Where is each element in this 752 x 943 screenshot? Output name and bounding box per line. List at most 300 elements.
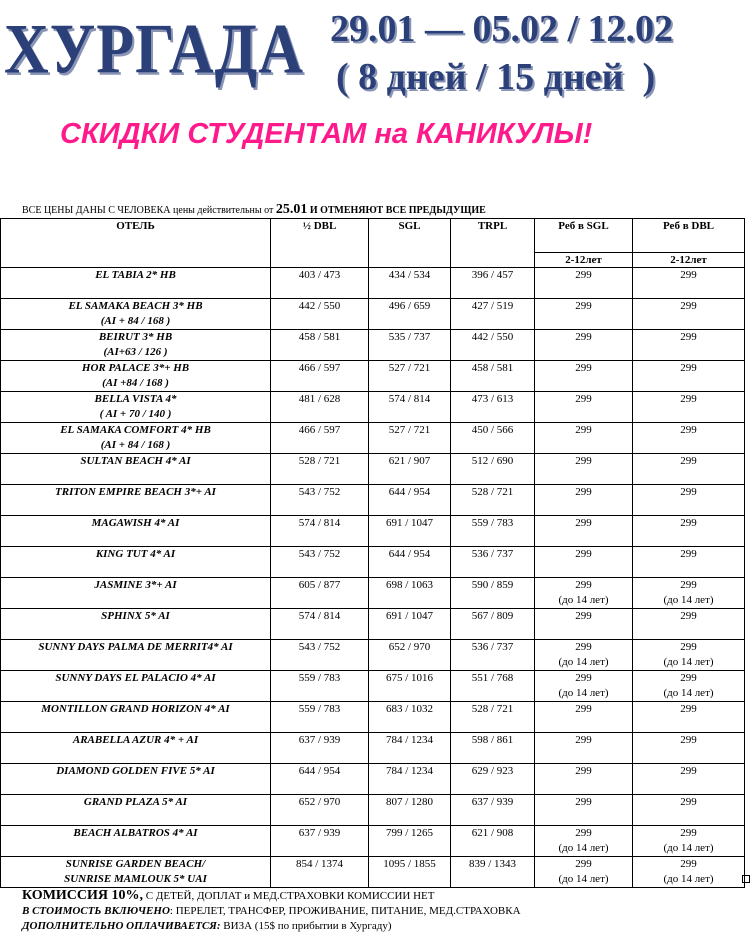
price-trpl-cell <box>451 826 535 857</box>
hotel-name-cell <box>1 578 271 609</box>
price-sgl-cell <box>369 547 451 578</box>
child-dbl-cell <box>633 795 745 826</box>
child-sgl-cell-value: 299 <box>575 672 592 684</box>
child-dbl-cell-value: 299 <box>680 455 697 467</box>
price-trpl-cell <box>451 609 535 640</box>
price-sgl-cell-value: 621 / 907 <box>388 455 431 467</box>
child-dbl-cell <box>633 547 745 578</box>
price-trpl-cell-value: 442 / 550 <box>471 331 514 343</box>
extra-value: ВИЗА (15$ по прибытии в Хургаду) <box>220 920 392 932</box>
price-sgl-cell <box>369 392 451 423</box>
child-sgl-cell-value: 299 <box>575 703 592 715</box>
price-trpl-cell-value: 629 / 923 <box>471 765 514 777</box>
price-sgl-cell-value: 675 / 1016 <box>385 672 434 684</box>
price-sgl-cell <box>369 361 451 392</box>
included-line <box>22 904 521 919</box>
hotel-name-cell <box>1 857 271 888</box>
child-sgl-cell-value: 299 <box>575 517 592 529</box>
city-title: ХУРГАДА <box>4 10 305 89</box>
price-dbl-cell <box>271 733 369 764</box>
tour-durations: ( 8 дней / 15 дней ) <box>336 56 656 98</box>
price-trpl-cell-value: 512 / 690 <box>471 455 514 467</box>
price-sgl-cell-value: 698 / 1063 <box>385 579 434 591</box>
child-sgl-cell <box>535 454 633 485</box>
table-row <box>1 547 745 578</box>
table-row <box>1 733 745 764</box>
hotel-name-cell <box>1 330 271 361</box>
footer <box>22 888 521 934</box>
price-dbl-cell-value: 442 / 550 <box>298 300 341 312</box>
commission-title: КОМИССИЯ 10%, <box>22 888 144 903</box>
price-trpl-cell-value: 427 / 519 <box>471 300 514 312</box>
hotel-name-cell <box>1 516 271 547</box>
price-trpl-cell-value: 450 / 566 <box>471 424 514 436</box>
col-header-age-dbl: 2-12лет <box>633 252 745 267</box>
price-trpl-cell-value: 396 / 457 <box>471 269 514 281</box>
child-sgl-cell <box>535 640 633 671</box>
price-note-prefix: ВСЕ ЦЕНЫ ДАНЫ С ЧЕЛОВЕКА цены действительны от <box>22 205 274 216</box>
child-sgl-cell-value: 299 <box>575 765 592 777</box>
hotel-name-cell <box>1 733 271 764</box>
price-sgl-cell <box>369 609 451 640</box>
price-dbl-cell-value: 543 / 752 <box>298 486 341 498</box>
child-sgl-cell <box>535 609 633 640</box>
price-table <box>0 218 745 888</box>
price-trpl-cell <box>451 702 535 733</box>
price-dbl-cell <box>271 609 369 640</box>
child-dbl-cell-note: (до 14 лет) <box>663 594 714 606</box>
price-trpl-cell <box>451 640 535 671</box>
price-dbl-cell <box>271 578 369 609</box>
price-sgl-cell-value: 527 / 721 <box>388 362 431 374</box>
table-row <box>1 330 745 361</box>
price-dbl-cell <box>271 423 369 454</box>
price-trpl-cell <box>451 547 535 578</box>
price-dbl-cell-value: 403 / 473 <box>298 269 341 281</box>
child-dbl-cell <box>633 671 745 702</box>
price-note-date: 25.01 <box>275 202 308 217</box>
child-sgl-cell-note: (до 14 лет) <box>558 842 609 854</box>
child-sgl-cell-value: 299 <box>575 300 592 312</box>
price-sgl-cell-value: 807 / 1280 <box>385 796 434 808</box>
price-trpl-cell <box>451 733 535 764</box>
price-sgl-cell-value: 535 / 737 <box>388 331 431 343</box>
price-sgl-cell <box>369 516 451 547</box>
price-trpl-cell-value: 621 / 908 <box>471 827 514 839</box>
price-sgl-cell-value: 683 / 1032 <box>385 703 434 715</box>
hotel-name-cell <box>1 454 271 485</box>
child-dbl-cell-value: 299 <box>680 424 697 436</box>
table-row <box>1 826 745 857</box>
price-trpl-cell <box>451 764 535 795</box>
price-trpl-cell-value: 528 / 721 <box>471 486 514 498</box>
price-sgl-cell <box>369 640 451 671</box>
hotel-name-cell-value: KING TUT 4* AI <box>95 548 176 560</box>
price-dbl-cell <box>271 516 369 547</box>
price-trpl-cell-value: 559 / 783 <box>471 517 514 529</box>
price-sgl-cell <box>369 733 451 764</box>
table-row <box>1 392 745 423</box>
child-sgl-cell <box>535 826 633 857</box>
child-sgl-cell-note: (до 14 лет) <box>558 687 609 699</box>
price-trpl-cell <box>451 330 535 361</box>
price-trpl-cell-value: 598 / 861 <box>471 734 514 746</box>
child-sgl-cell <box>535 485 633 516</box>
price-trpl-cell-value: 473 / 613 <box>471 393 514 405</box>
child-sgl-cell <box>535 671 633 702</box>
hotel-name-cell-value: EL SAMAKA BEACH 3* HB <box>68 300 203 312</box>
price-sgl-cell <box>369 857 451 888</box>
price-trpl-cell <box>451 485 535 516</box>
child-dbl-cell-value: 299 <box>680 486 697 498</box>
table-end-marker <box>742 875 750 883</box>
price-sgl-cell <box>369 299 451 330</box>
child-dbl-cell <box>633 485 745 516</box>
price-dbl-cell-value: 854 / 1374 <box>295 858 344 870</box>
table-row <box>1 857 745 888</box>
hotel-name-cell <box>1 826 271 857</box>
child-dbl-cell-value: 299 <box>680 734 697 746</box>
price-note-suffix: И ОТМЕНЯЮТ ВСЕ ПРЕДЫДУЩИЕ <box>309 205 486 216</box>
price-dbl-cell-value: 543 / 752 <box>298 548 341 560</box>
child-dbl-cell <box>633 516 745 547</box>
price-sgl-cell-value: 496 / 659 <box>388 300 431 312</box>
included-label: В СТОИМОСТЬ ВКЛЮЧЕНО <box>22 905 170 917</box>
col-header-age-sgl: 2-12лет <box>535 252 633 267</box>
child-sgl-cell <box>535 702 633 733</box>
child-sgl-cell-value: 299 <box>575 486 592 498</box>
price-sgl-cell <box>369 826 451 857</box>
price-dbl-cell-value: 528 / 721 <box>298 455 341 467</box>
table-row <box>1 454 745 485</box>
child-dbl-cell-value: 299 <box>680 362 697 374</box>
price-dbl-cell <box>271 330 369 361</box>
price-sgl-cell <box>369 795 451 826</box>
child-dbl-cell <box>633 640 745 671</box>
price-dbl-cell <box>271 764 369 795</box>
child-dbl-cell <box>633 268 745 299</box>
child-sgl-cell-value: 299 <box>575 455 592 467</box>
hotel-name-cell-note: (AI +84 / 168 ) <box>102 377 169 389</box>
price-trpl-cell-value: 458 / 581 <box>471 362 514 374</box>
hotel-name-cell-note: SUNRISE MAMLOUK 5* UAI <box>64 873 207 885</box>
child-dbl-cell <box>633 609 745 640</box>
child-dbl-cell-value: 299 <box>680 269 697 281</box>
price-dbl-cell-value: 637 / 939 <box>298 734 341 746</box>
child-sgl-cell <box>535 547 633 578</box>
child-sgl-cell <box>535 268 633 299</box>
child-dbl-cell <box>633 733 745 764</box>
hotel-name-cell-value: SUNNY DAYS EL PALACIO 4* AI <box>55 672 216 684</box>
table-row <box>1 423 745 454</box>
col-header-child-sgl: Реб в SGL <box>535 219 633 253</box>
hotel-name-cell-value: DIAMOND GOLDEN FIVE 5* AI <box>56 765 215 777</box>
hotel-name-cell <box>1 702 271 733</box>
commission-line <box>22 888 521 904</box>
price-dbl-cell-value: 652 / 970 <box>298 796 341 808</box>
price-trpl-cell <box>451 671 535 702</box>
price-sgl-cell <box>369 454 451 485</box>
price-dbl-cell <box>271 671 369 702</box>
child-dbl-cell-note: (до 14 лет) <box>663 873 714 885</box>
table-row <box>1 671 745 702</box>
child-sgl-cell <box>535 578 633 609</box>
price-trpl-cell-value: 567 / 809 <box>471 610 514 622</box>
price-trpl-cell-value: 590 / 859 <box>471 579 514 591</box>
child-dbl-cell-value: 299 <box>680 703 697 715</box>
table-row <box>1 702 745 733</box>
price-dbl-cell <box>271 454 369 485</box>
child-dbl-cell-value: 299 <box>680 579 697 591</box>
hotel-name-cell <box>1 485 271 516</box>
price-sgl-cell <box>369 423 451 454</box>
price-dbl-cell-value: 637 / 939 <box>298 827 341 839</box>
col-header-dbl: ½ DBL <box>271 219 369 268</box>
hotel-name-cell <box>1 671 271 702</box>
child-sgl-cell <box>535 733 633 764</box>
child-sgl-cell-value: 299 <box>575 548 592 560</box>
child-dbl-cell-value: 299 <box>680 517 697 529</box>
child-dbl-cell <box>633 857 745 888</box>
child-dbl-cell-note: (до 14 лет) <box>663 656 714 668</box>
col-header-sgl: SGL <box>369 219 451 268</box>
child-sgl-cell-note: (до 14 лет) <box>558 656 609 668</box>
hotel-name-cell <box>1 764 271 795</box>
promo-banner: СКИДКИ СТУДЕНТАМ на КАНИКУЛЫ! <box>60 118 593 150</box>
hotel-name-cell <box>1 361 271 392</box>
price-sgl-cell-value: 799 / 1265 <box>385 827 434 839</box>
col-header-child-dbl: Реб в DBL <box>633 219 745 253</box>
price-dbl-cell-value: 574 / 814 <box>298 517 341 529</box>
child-sgl-cell-value: 299 <box>575 269 592 281</box>
price-sgl-cell <box>369 485 451 516</box>
child-sgl-cell <box>535 361 633 392</box>
price-dbl-cell <box>271 268 369 299</box>
price-sgl-cell <box>369 671 451 702</box>
child-dbl-cell <box>633 702 745 733</box>
table-row <box>1 299 745 330</box>
price-dbl-cell <box>271 826 369 857</box>
child-sgl-cell-value: 299 <box>575 331 592 343</box>
hotel-name-cell-value: EL TABIA 2* HB <box>95 269 176 281</box>
price-sgl-cell-value: 574 / 814 <box>388 393 431 405</box>
child-sgl-cell-value: 299 <box>575 610 592 622</box>
price-sgl-cell-value: 644 / 954 <box>388 548 431 560</box>
child-sgl-cell <box>535 516 633 547</box>
child-dbl-cell <box>633 826 745 857</box>
price-dbl-cell <box>271 547 369 578</box>
hotel-name-cell-note: (AI+63 / 126 ) <box>103 346 168 358</box>
hotel-name-cell-value: TRITON EMPIRE BEACH 3*+ AI <box>55 486 216 498</box>
child-dbl-cell-value: 299 <box>680 796 697 808</box>
child-dbl-cell-note: (до 14 лет) <box>663 842 714 854</box>
price-sgl-cell-value: 527 / 721 <box>388 424 431 436</box>
tour-dates: 29.01 — 05.02 / 12.02 <box>330 8 674 50</box>
child-dbl-cell-value: 299 <box>680 765 697 777</box>
child-dbl-cell <box>633 392 745 423</box>
hotel-name-cell-note: (AI + 84 / 168 ) <box>100 439 171 451</box>
hotel-name-cell-value: GRAND PLAZA 5* AI <box>83 796 188 808</box>
price-trpl-cell-value: 637 / 939 <box>471 796 514 808</box>
price-dbl-cell <box>271 392 369 423</box>
hotel-name-cell-value: SUNNY DAYS PALMA DE MERRIT4* AI <box>38 641 233 653</box>
price-trpl-cell-value: 551 / 768 <box>471 672 514 684</box>
price-trpl-cell <box>451 516 535 547</box>
extra-line <box>22 919 521 934</box>
hotel-name-cell-note: (AI + 84 / 168 ) <box>100 315 171 327</box>
hotel-name-cell <box>1 423 271 454</box>
child-sgl-cell <box>535 795 633 826</box>
child-sgl-cell-value: 299 <box>575 641 592 653</box>
price-trpl-cell <box>451 423 535 454</box>
child-sgl-cell-value: 299 <box>575 393 592 405</box>
price-dbl-cell <box>271 485 369 516</box>
price-dbl-cell <box>271 361 369 392</box>
commission-text: С ДЕТЕЙ, ДОПЛАТ и МЕД.СТРАХОВКИ КОМИССИИ НЕТ <box>143 890 435 902</box>
table-row <box>1 578 745 609</box>
price-trpl-cell <box>451 454 535 485</box>
hotel-name-cell <box>1 640 271 671</box>
price-sgl-cell <box>369 764 451 795</box>
price-sgl-cell <box>369 578 451 609</box>
price-trpl-cell-value: 528 / 721 <box>471 703 514 715</box>
child-sgl-cell-value: 299 <box>575 827 592 839</box>
price-sgl-cell <box>369 702 451 733</box>
table-row <box>1 516 745 547</box>
child-sgl-cell-note: (до 14 лет) <box>558 873 609 885</box>
price-sgl-cell-value: 652 / 970 <box>388 641 431 653</box>
price-sgl-cell-value: 784 / 1234 <box>385 734 434 746</box>
child-dbl-cell-value: 299 <box>680 641 697 653</box>
child-dbl-cell <box>633 454 745 485</box>
price-sgl-cell-value: 784 / 1234 <box>385 765 434 777</box>
hotel-name-cell <box>1 547 271 578</box>
child-dbl-cell-value: 299 <box>680 393 697 405</box>
hotel-name-cell <box>1 268 271 299</box>
child-dbl-cell <box>633 764 745 795</box>
price-trpl-cell <box>451 578 535 609</box>
table-row <box>1 640 745 671</box>
price-trpl-cell-value: 839 / 1343 <box>468 858 517 870</box>
price-trpl-cell <box>451 361 535 392</box>
hotel-name-cell <box>1 392 271 423</box>
child-sgl-cell-value: 299 <box>575 796 592 808</box>
price-trpl-cell <box>451 392 535 423</box>
hotel-name-cell-value: HOR PALACE 3*+ HB <box>81 362 190 374</box>
child-sgl-cell-value: 299 <box>575 362 592 374</box>
price-trpl-cell-value: 536 / 737 <box>471 548 514 560</box>
child-sgl-cell-note: (до 14 лет) <box>558 594 609 606</box>
table-row <box>1 268 745 299</box>
price-dbl-cell-value: 559 / 783 <box>298 672 341 684</box>
hotel-name-cell-value: SULTAN BEACH 4* AI <box>80 455 191 467</box>
child-dbl-cell-value: 299 <box>680 300 697 312</box>
price-dbl-cell <box>271 640 369 671</box>
price-dbl-cell-value: 559 / 783 <box>298 703 341 715</box>
child-dbl-cell-value: 299 <box>680 827 697 839</box>
price-dbl-cell-value: 466 / 597 <box>298 424 341 436</box>
price-sgl-cell-value: 691 / 1047 <box>385 610 434 622</box>
child-sgl-cell <box>535 764 633 795</box>
price-dbl-cell <box>271 857 369 888</box>
price-sgl-cell-value: 434 / 534 <box>388 269 431 281</box>
price-sgl-cell-value: 691 / 1047 <box>385 517 434 529</box>
price-dbl-cell-value: 644 / 954 <box>298 765 341 777</box>
hotel-name-cell-value: BEIRUT 3* HB <box>98 331 173 343</box>
child-dbl-cell <box>633 361 745 392</box>
price-dbl-cell <box>271 795 369 826</box>
price-dbl-cell <box>271 702 369 733</box>
price-dbl-cell-value: 481 / 628 <box>298 393 341 405</box>
hotel-name-cell-value: SUNRISE GARDEN BEACH/ <box>65 858 206 870</box>
price-trpl-cell-value: 536 / 737 <box>471 641 514 653</box>
table-row <box>1 764 745 795</box>
hotel-name-cell-value: EL SAMAKA COMFORT 4* HB <box>60 424 211 436</box>
child-dbl-cell <box>633 299 745 330</box>
price-sgl-cell-value: 644 / 954 <box>388 486 431 498</box>
price-dbl-cell <box>271 299 369 330</box>
included-value: : ПЕРЕЛЕТ, ТРАНСФЕР, ПРОЖИВАНИЕ, ПИТАНИЕ, МЕД.СТРАХОВКА <box>169 905 521 917</box>
child-dbl-cell-value: 299 <box>680 331 697 343</box>
child-sgl-cell-value: 299 <box>575 424 592 436</box>
child-dbl-cell-value: 299 <box>680 672 697 684</box>
price-dbl-cell-value: 605 / 877 <box>298 579 341 591</box>
child-sgl-cell <box>535 423 633 454</box>
hotel-name-cell-value: BELLA VISTA 4* <box>94 393 177 405</box>
child-dbl-cell <box>633 423 745 454</box>
price-dbl-cell-value: 543 / 752 <box>298 641 341 653</box>
hotel-name-cell-value: JASMINE 3*+ AI <box>94 579 177 591</box>
price-note <box>22 203 486 218</box>
price-sgl-cell <box>369 330 451 361</box>
child-dbl-cell-value: 299 <box>680 548 697 560</box>
price-dbl-cell-value: 458 / 581 <box>298 331 341 343</box>
child-sgl-cell <box>535 299 633 330</box>
extra-label: ДОПОЛНИТЕЛЬНО ОПЛАЧИВАЕТСЯ: <box>22 920 221 932</box>
price-trpl-cell <box>451 857 535 888</box>
price-trpl-cell <box>451 268 535 299</box>
child-sgl-cell-value: 299 <box>575 579 592 591</box>
table-row <box>1 609 745 640</box>
hotel-name-cell <box>1 609 271 640</box>
hotel-name-cell-value: SPHINX 5* AI <box>101 610 170 622</box>
child-sgl-cell <box>535 857 633 888</box>
hotel-name-cell-note: ( AI + 70 / 140 ) <box>99 408 172 420</box>
child-dbl-cell <box>633 578 745 609</box>
child-dbl-cell-value: 299 <box>680 610 697 622</box>
hotel-name-cell-value: ARABELLA AZUR 4* + AI <box>72 734 199 746</box>
price-dbl-cell-value: 466 / 597 <box>298 362 341 374</box>
child-sgl-cell <box>535 392 633 423</box>
hotel-name-cell <box>1 795 271 826</box>
price-trpl-cell <box>451 299 535 330</box>
hotel-name-cell-value: BEACH ALBATROS 4* AI <box>73 827 198 839</box>
price-sgl-cell-value: 1095 / 1855 <box>383 858 436 870</box>
child-sgl-cell-value: 299 <box>575 734 592 746</box>
price-trpl-cell <box>451 795 535 826</box>
hotel-name-cell-value: MONTILLON GRAND HORIZON 4* AI <box>41 703 230 715</box>
price-dbl-cell-value: 574 / 814 <box>298 610 341 622</box>
price-sgl-cell <box>369 268 451 299</box>
col-header-trpl: TRPL <box>451 219 535 268</box>
table-row <box>1 795 745 826</box>
table-row <box>1 361 745 392</box>
child-sgl-cell-value: 299 <box>575 858 592 870</box>
col-header-hotel: ОТЕЛЬ <box>1 219 271 268</box>
child-dbl-cell-value: 299 <box>680 858 697 870</box>
hotel-name-cell <box>1 299 271 330</box>
child-dbl-cell <box>633 330 745 361</box>
